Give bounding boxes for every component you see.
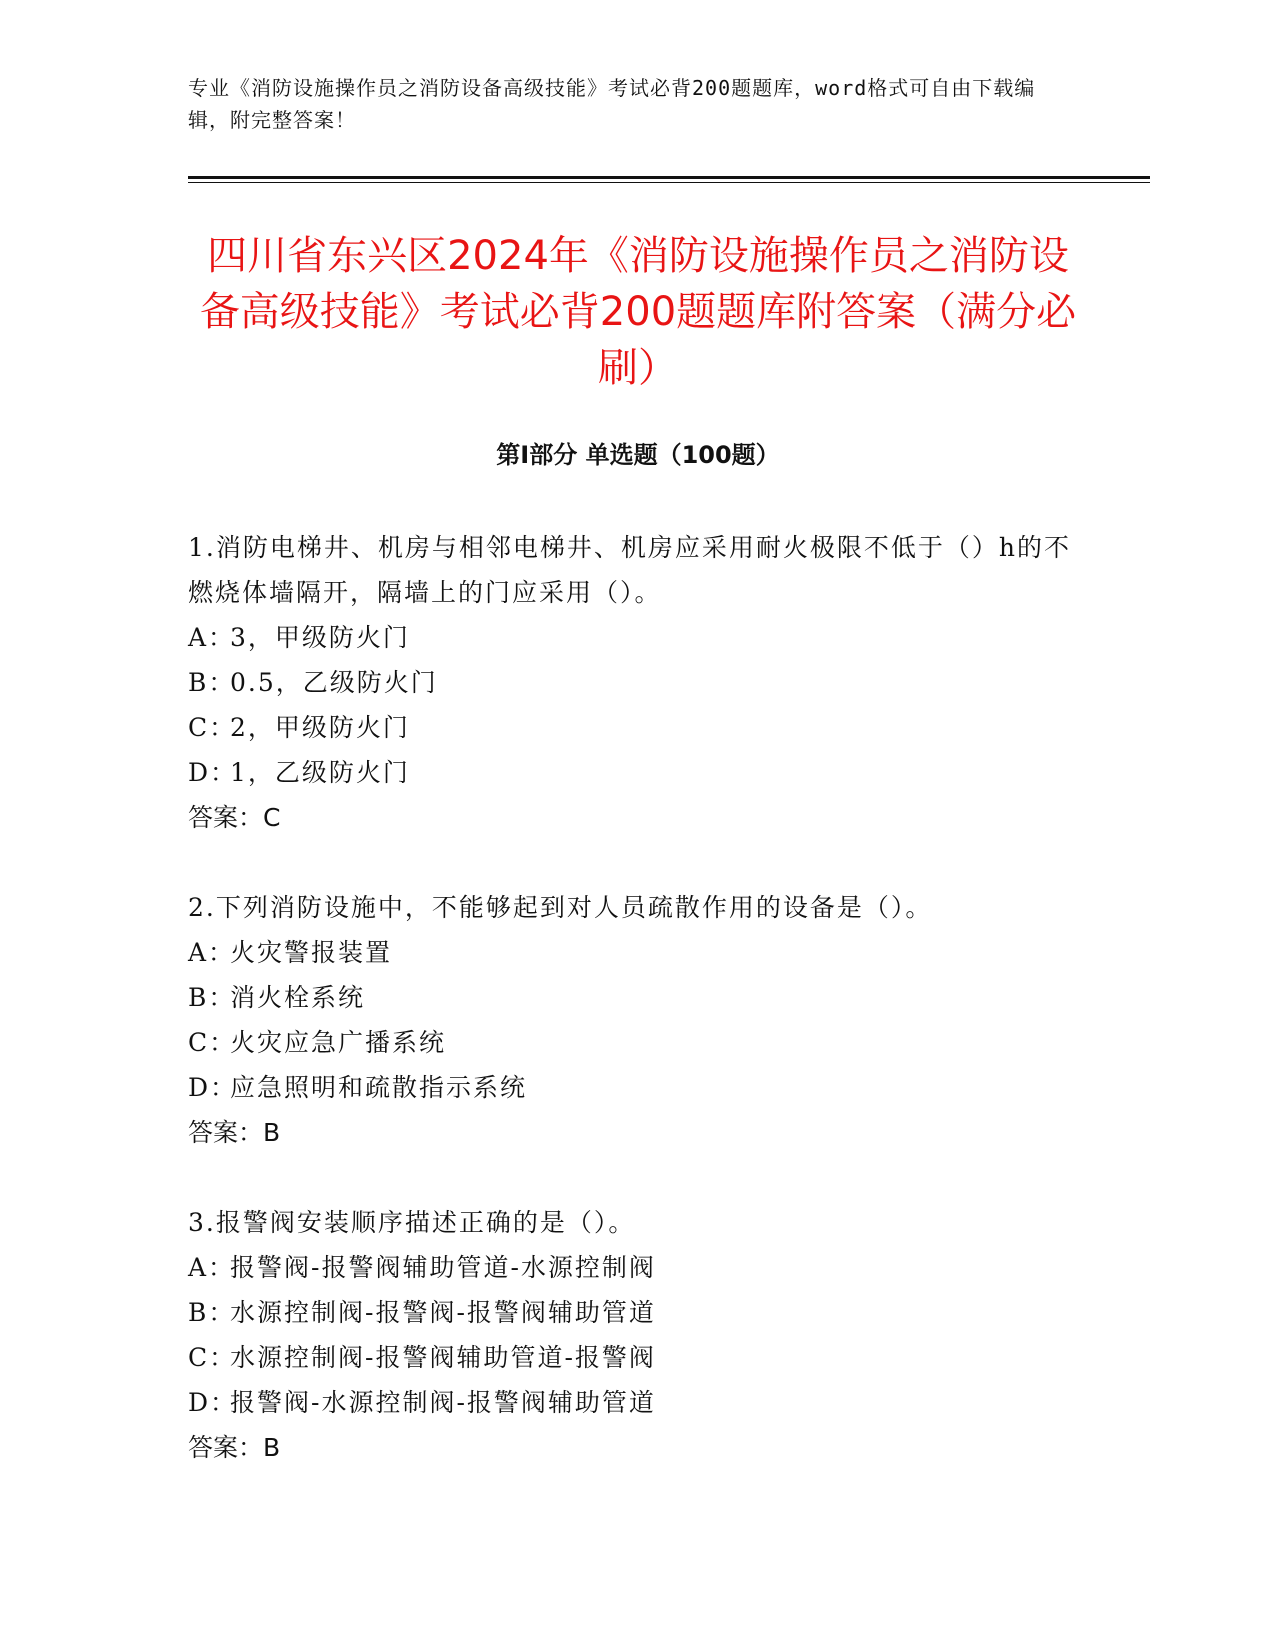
option-text: 0.5，乙级防火门 [230, 668, 438, 697]
option-letter: D： [188, 1388, 238, 1417]
option-letter: D： [188, 1073, 238, 1102]
header-divider-thin [188, 182, 1150, 183]
header-note: 专业《消防设施操作员之消防设备高级技能》考试必背200题题库，word格式可自由下载编辑，附完整答案！ [188, 76, 1036, 132]
document-title: 四川省东兴区2024年《消防设施操作员之消防设备高级技能》考试必背200题题库附答案（满分必刷） [199, 233, 1077, 391]
question-3 [188, 1200, 1088, 1470]
option-text: 火灾应急广播系统 [230, 1028, 447, 1057]
option-c [188, 705, 1088, 750]
option-letter: C： [188, 1028, 237, 1057]
option-letter: B： [188, 1298, 236, 1327]
answer-line: 答案：C [188, 803, 281, 832]
option-text: 水源控制阀-报警阀辅助管道-报警阀 [230, 1343, 656, 1372]
question-1 [188, 525, 1088, 840]
option-letter: C： [188, 713, 237, 742]
option-text: 3，甲级防火门 [230, 623, 410, 652]
option-a [188, 1245, 1088, 1290]
option-a [188, 615, 1088, 660]
question-stem: 1.消防电梯井、机房与相邻电梯井、机房应采用耐火极限不低于（）h的不燃烧体墙隔开，隔墙上的门应采用（）。 [188, 533, 1071, 607]
option-text: 水源控制阀-报警阀-报警阀辅助管道 [230, 1298, 656, 1327]
option-letter: A： [188, 1253, 236, 1282]
option-letter: A： [188, 938, 236, 967]
option-text: 消火栓系统 [230, 983, 366, 1012]
option-c [188, 1020, 1088, 1065]
question-stem: 2.下列消防设施中，不能够起到对人员疏散作用的设备是（）。 [188, 893, 933, 922]
question-list [188, 525, 1088, 1515]
option-d [188, 1065, 1088, 1110]
option-b [188, 975, 1088, 1020]
option-d [188, 750, 1088, 795]
header-divider [188, 176, 1150, 179]
option-c [188, 1335, 1088, 1380]
question-2 [188, 885, 1088, 1155]
option-letter: A： [188, 623, 236, 652]
option-b [188, 660, 1088, 705]
option-a [188, 930, 1088, 975]
question-stem: 3.报警阀安装顺序描述正确的是（）。 [188, 1208, 636, 1237]
option-text: 1，乙级防火门 [230, 758, 410, 787]
section-heading: 第Ⅰ部分 单选题（100题） [496, 441, 780, 469]
option-letter: B： [188, 983, 236, 1012]
option-text: 2，甲级防火门 [230, 713, 410, 742]
option-text: 报警阀-水源控制阀-报警阀辅助管道 [230, 1388, 656, 1417]
option-b [188, 1290, 1088, 1335]
option-text: 火灾警报装置 [230, 938, 393, 967]
option-letter: B： [188, 668, 236, 697]
option-d [188, 1380, 1088, 1425]
answer-line: 答案：B [188, 1433, 281, 1462]
answer-line: 答案：B [188, 1118, 281, 1147]
option-text: 应急照明和疏散指示系统 [230, 1073, 528, 1102]
option-letter: C： [188, 1343, 237, 1372]
option-letter: D： [188, 758, 238, 787]
option-text: 报警阀-报警阀辅助管道-水源控制阀 [230, 1253, 656, 1282]
